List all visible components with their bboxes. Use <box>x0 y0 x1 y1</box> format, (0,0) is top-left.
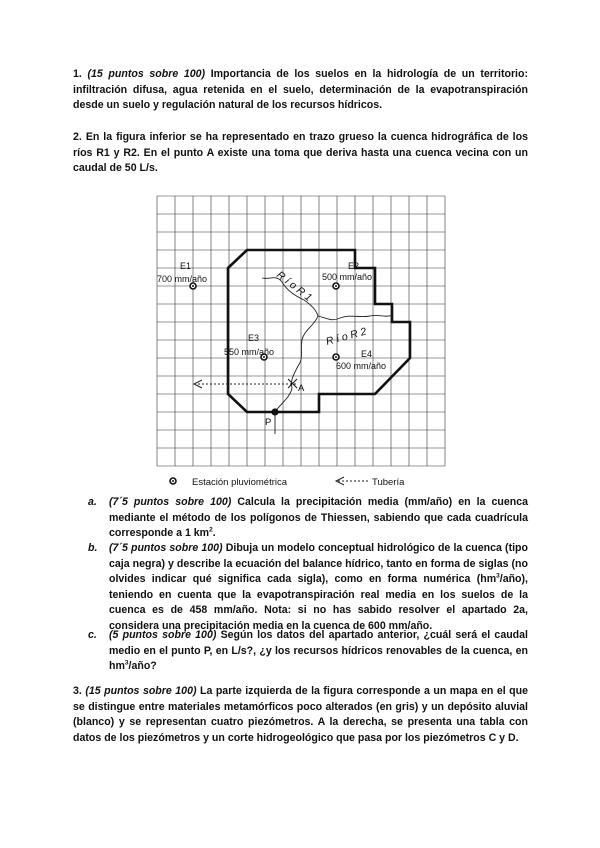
station-e2 <box>322 261 372 289</box>
point-a-label: A <box>298 383 305 394</box>
station-e2-value: 500 mm/año <box>322 272 373 282</box>
station-e1-name: E1 <box>180 261 192 271</box>
station-e3-value: 550 mm/año <box>224 347 275 357</box>
station-e4-value: 600 mm/año <box>336 361 387 371</box>
question-1-number: 1. <box>73 68 82 80</box>
river-r2 <box>318 315 393 320</box>
question-1-text: Importancia de los suelos en la hidrología de un territorio: infiltración difusa, agua retenida en el suelo, determinación de la evapotranspiración desde un suelo y regulación natural de los recursos hídricos. <box>73 68 529 112</box>
question-3-text: La parte izquierda de la figura corresponde a un mapa en el que se distingue entre materiales metamórficos poco alterados (en gris) y un depósito aluvial (blanco) y se representan cuatro piezómetros. A la derecha, se presenta una tabla con datos de los piezómetros y un corte hidrogeológico que pasa por los piezómetros C y D. <box>73 685 528 744</box>
subquestion-a-points: (7´5 puntos sobre 100) <box>109 496 232 508</box>
question-3-number: 3. <box>73 685 82 697</box>
subquestion-b-text2: /año), teniendo en cuenta que la evapotranspiración real media en los suelos de la cuenca es de 458 mm/año. Nota: si no has sabido resolver el apartado 2a, considera una precipitación media en la cuenca de 600 mm/año. <box>109 573 528 632</box>
subquestion-c-tag: c. <box>88 629 97 641</box>
subquestion-a-text: Calcula la precipitación media (mm/año) en la cuenca mediante el método de los polígonos de Thiessen, sabiendo que cada cuadrícula corresponde a 1 km <box>109 496 528 540</box>
map-grid <box>157 196 445 466</box>
river-r2-label: R í o R 2 <box>324 325 368 348</box>
subquestion-a-tag: a. <box>88 496 97 508</box>
subquestion-a-end: . <box>212 527 216 540</box>
subquestion-c <box>88 628 528 675</box>
subquestion-b-tag: b. <box>88 542 98 554</box>
subquestion-c-text2: /año? <box>128 660 157 673</box>
subquestion-b-text1: Dibuja un modelo conceptual hidrológico de la cuenca (tipo caja negra) y describe la ecuación del balance hídrico, tanto en forma de siglas (no olvides indicar qué significa cada sigla), como en forma numérica (hm <box>109 542 528 586</box>
legend-station-label: Estación pluviométrica <box>192 477 288 488</box>
station-e1 <box>157 261 207 289</box>
river-r1-label: R í o R 1 <box>274 268 315 304</box>
point-a-marker <box>288 379 297 388</box>
station-e4 <box>333 349 386 371</box>
subquestion-a <box>88 495 528 542</box>
subquestion-c-points: (5 puntos sobre 100) <box>109 629 217 641</box>
station-e2-name: E2 <box>348 261 360 271</box>
station-e1-value: 700 mm/año <box>157 274 208 284</box>
question-2-number: 2. <box>73 131 82 143</box>
station-e3 <box>224 333 274 360</box>
question-1-points: (15 puntos sobre 100) <box>87 68 206 80</box>
subquestion-a-sup: 2 <box>209 526 213 534</box>
subquestion-b <box>88 541 528 635</box>
question-2-text: En la figura inferior se ha representado en trazo grueso la cuenca hidrográfica de los ríos R1 y R2. En el punto A existe una toma que deriva hasta una cuenca vecina con un caudal de 50 L/s. <box>73 131 528 175</box>
station-e3-name: E3 <box>248 333 260 343</box>
station-e4-name: E4 <box>361 349 373 359</box>
subquestion-b-points: (7´5 puntos sobre 100) <box>109 542 223 554</box>
question-3-points: (15 puntos sobre 100) <box>85 685 197 697</box>
legend-pipe-label: Tubería <box>372 477 405 488</box>
question-3 <box>73 684 528 746</box>
point-p-label: P <box>265 417 272 428</box>
legend <box>170 477 405 488</box>
subquestion-c-text1: Según los datos del apartado anterior, ¿cuál será el caudal medio en el punto P, en L/s?, ¿y los recursos hídricos renovables de la cuenca, en hm <box>109 629 528 673</box>
subquestion-b-sup: 3 <box>496 572 500 580</box>
subquestion-c-sup: 3 <box>124 659 129 667</box>
